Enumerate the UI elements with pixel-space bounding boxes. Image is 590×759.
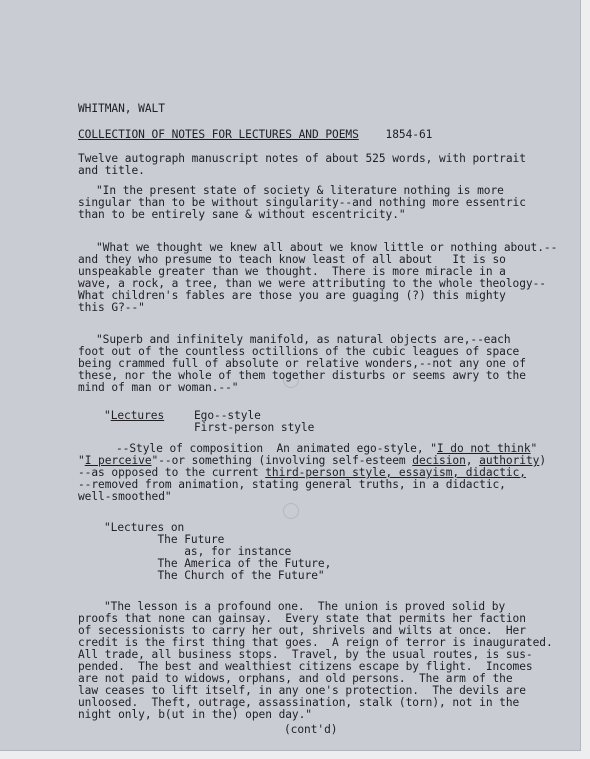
lesson-line: unloosed. Theft, outrage, assassination, stalk (torn), not in the (78, 696, 520, 709)
quote-line: being crammed full of absolute or relative wonders,--not any one of (78, 357, 526, 370)
style-line: --Style of composition An animated ego-style, "I do not think" (116, 442, 538, 455)
future-line: The Church of the Future" (104, 569, 325, 582)
lesson-line: "The lesson is a profound one. The union is proved solid by (104, 600, 506, 613)
lectures-label: Lectures (110, 409, 165, 422)
quote-line: "In the present state of society & literature nothing is more (96, 184, 504, 197)
lesson-line: are not paid to widows, orphans, and old persons. The arm of the (78, 672, 513, 685)
ego-style: Ego--style (194, 409, 261, 422)
quote-line: wave, a rock, a tree, than we were attributing to the whole theology-- (78, 277, 546, 290)
style-line: --as opposed to the current third-person style, essayism, didactic, (78, 466, 526, 479)
lesson-line: proofs that none can gainsay. Every state that permits her faction (78, 612, 526, 625)
quote-line: "What we thought we knew all about we know little or nothing about.-- (96, 241, 558, 254)
quote-line: What children's fables are those you are guaging (?) this mighty (78, 289, 506, 302)
future-line: The America of the Future, (104, 557, 332, 570)
description-line: Twelve autograph manuscript notes of about 525 words, with portrait (78, 152, 526, 165)
lesson-line: pended. The best and wealthiest citizens escape by flight. Incomes (78, 660, 533, 673)
quote-line: and they who presume to teach know least of all about It is so (78, 253, 506, 266)
style-line: well-smoothed" (78, 490, 172, 503)
future-line: as, for instance (104, 545, 292, 558)
quote-line: foot out of the countless octillions of the cubic leagues of space (78, 345, 520, 358)
punch-hole-mark (283, 503, 299, 519)
lesson-line: law ceases to lift itself, in any one's protection. The devils are (78, 684, 526, 697)
quote-line: than to be entirely sane & without escentricity." (78, 208, 406, 221)
quote-line: these, nor the whole of them together disturbs or seems awry to the (78, 369, 526, 382)
collection-title: COLLECTION OF NOTES FOR LECTURES AND POEMS (78, 128, 359, 141)
lesson-line: of secessionists to carry her out, shrivels and wilts at once. Her (78, 624, 526, 637)
lesson-line: All trade, all business stops. Travel, by the usual routes, is sus- (78, 648, 533, 661)
quote-line: mind of man or woman.--" (78, 381, 239, 394)
style-line: "I perceive"--or something (involving self-esteem decision, authority) (78, 454, 546, 467)
collection-heading (78, 129, 432, 141)
quote-line: "Superb and infinitely manifold, as natural objects are,--each (96, 333, 511, 346)
description-line: and title. (78, 164, 145, 177)
quote-line: this G?--" (78, 301, 145, 314)
lesson-line: night only, b(ut in the) open day." (78, 708, 312, 721)
continued-note: (cont'd) (284, 723, 338, 736)
future-line: The Future (104, 533, 225, 546)
lectures-heading: "Lectures (104, 409, 165, 422)
future-line: "Lectures on (104, 521, 185, 534)
style-line: --removed from animation, stating general truths, in a didactic, (78, 478, 506, 491)
collection-dates: 1854-61 (385, 128, 433, 141)
first-person-style: First-person style (194, 421, 315, 434)
author-name: WHITMAN, WALT (78, 102, 165, 115)
lesson-line: credit is the first thing that goes. A reign of terror is inaugurated. (78, 636, 553, 649)
quote-line: unspeakable greater than we thought. There is more miracle in a (78, 265, 506, 278)
quote-line: singular than to be without singularity--and nothing more essentric (78, 196, 526, 209)
